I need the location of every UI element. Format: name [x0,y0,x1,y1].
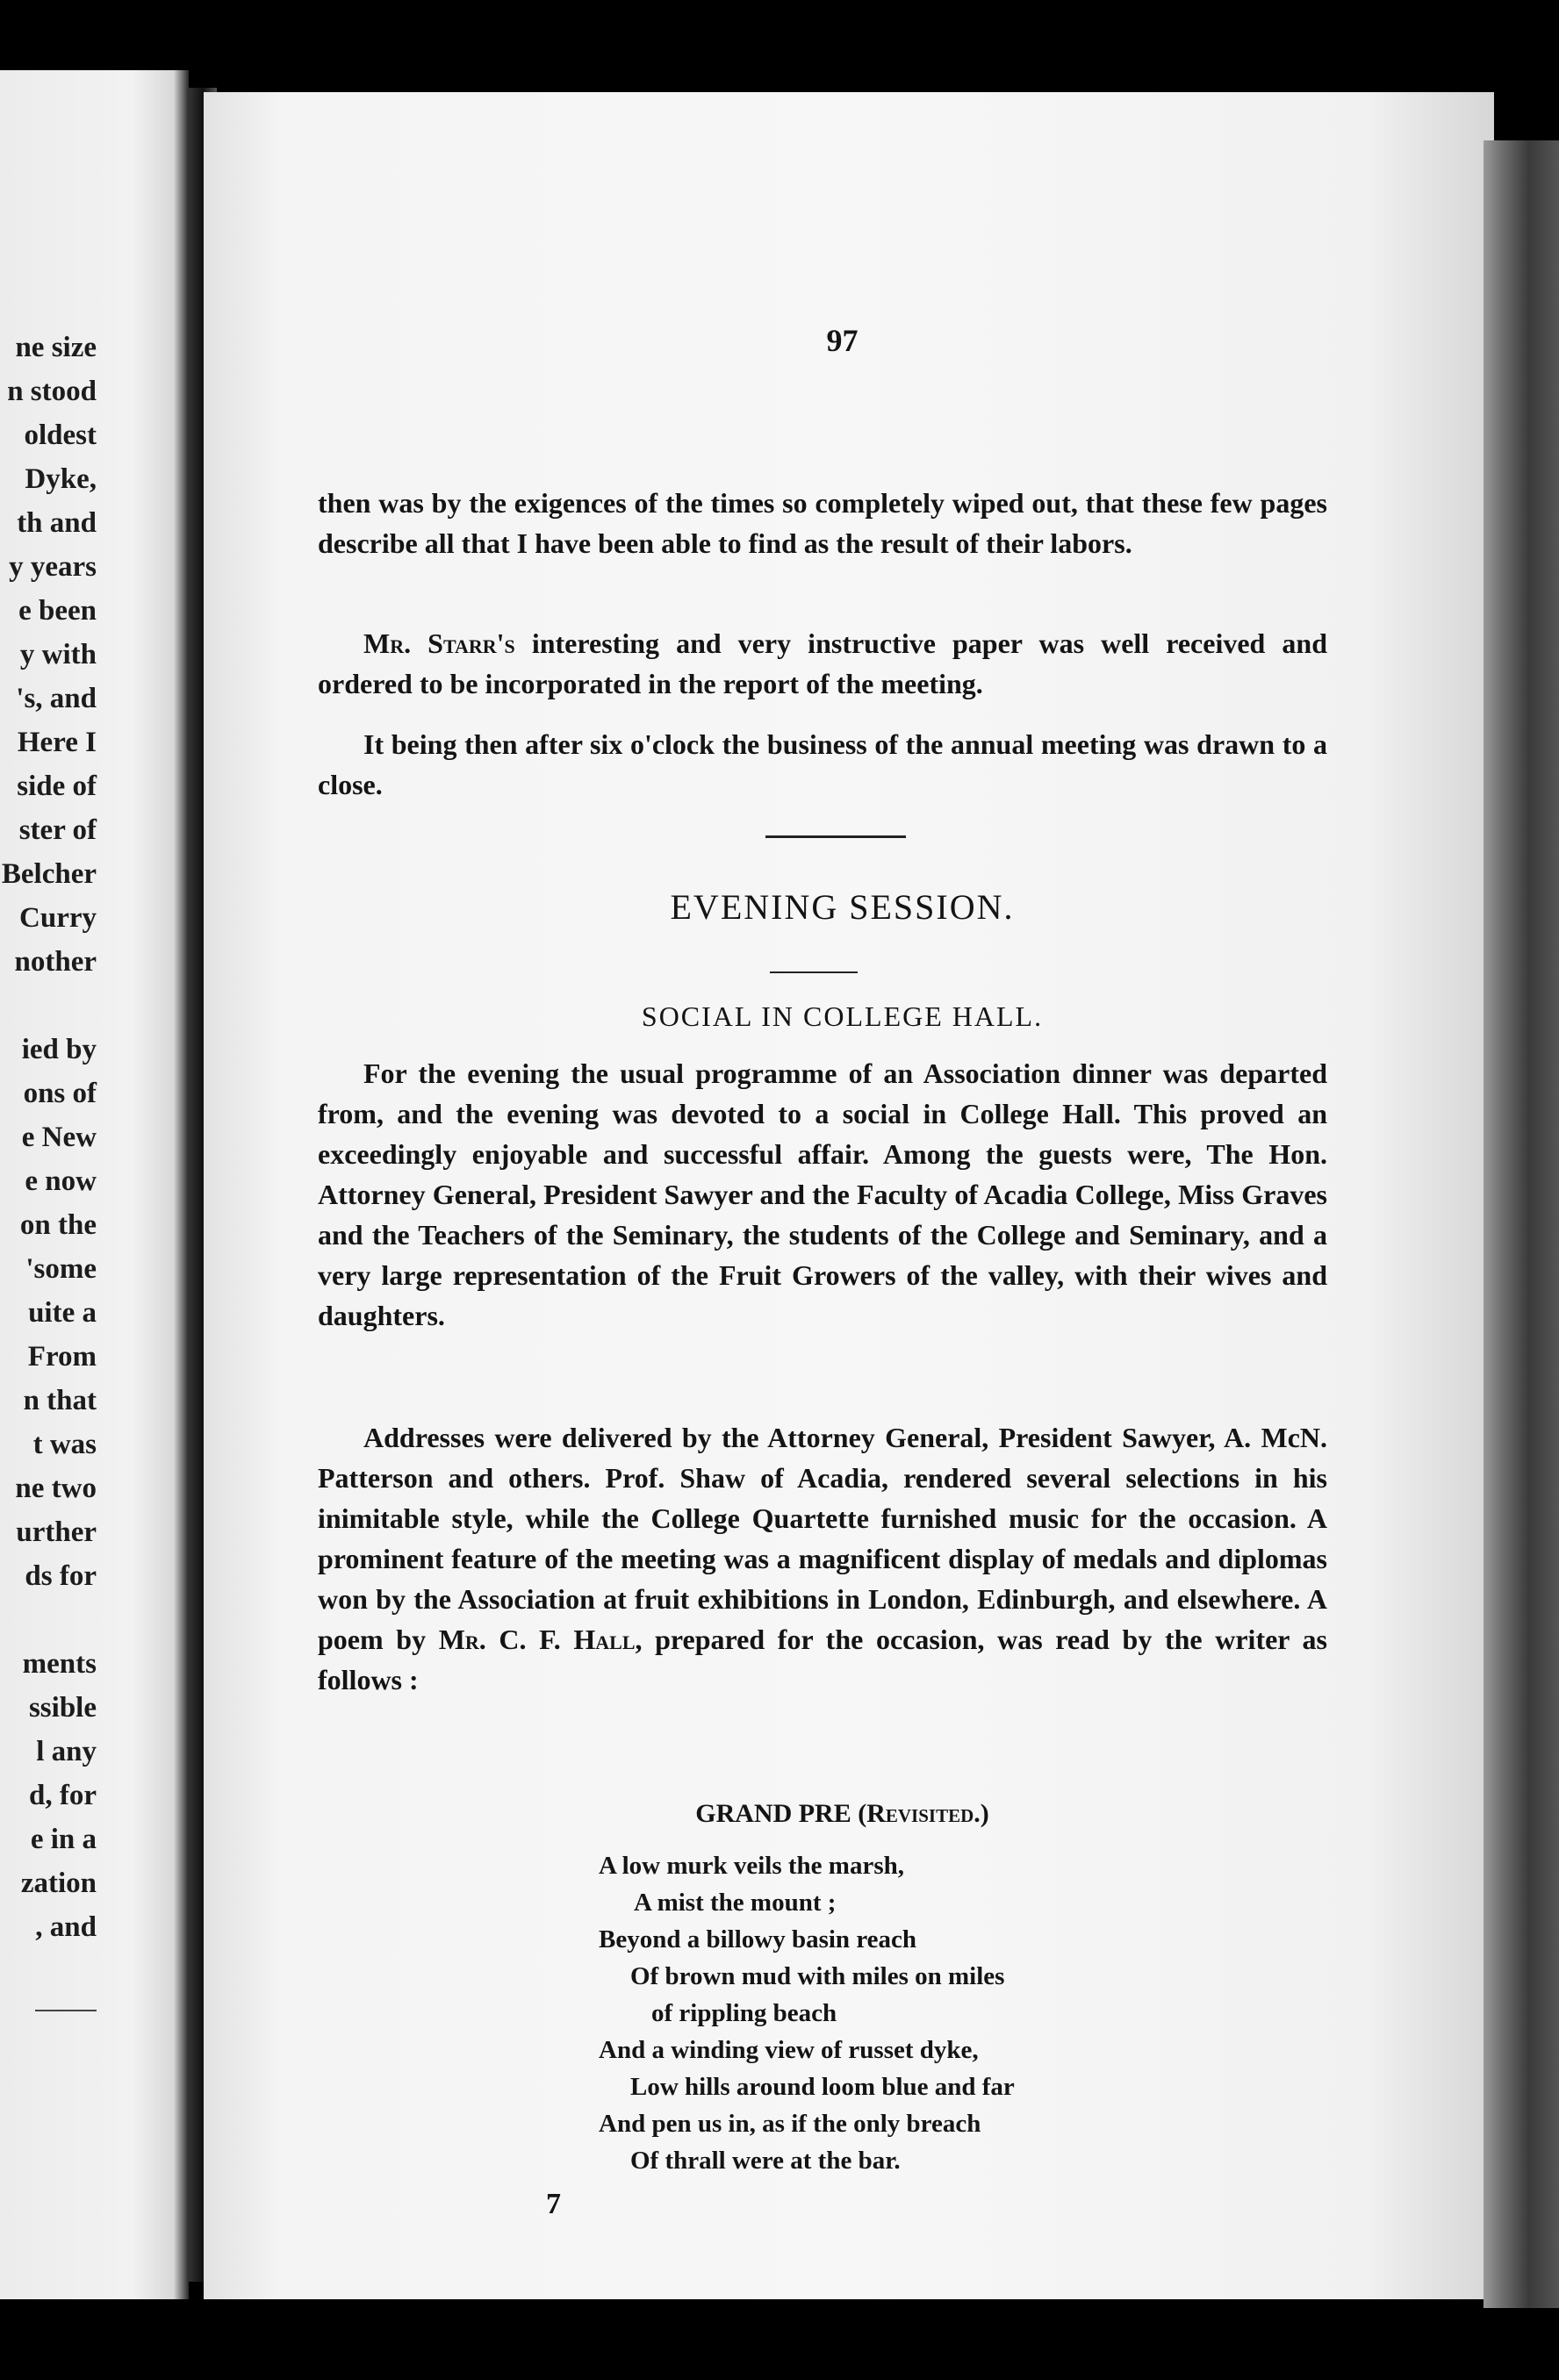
poem-line: And pen us in, as if the only breach [599,2110,981,2138]
poet-name: Mr. C. F. Hall, [438,1624,643,1655]
poem-line: Beyond a billowy basin reach [599,1925,917,1953]
left-page-line: e been [18,595,97,627]
poem-line: of rippling beach [651,1999,837,2027]
poem-line: A mist the mount ; [634,1889,837,1917]
left-page-line: e New [21,1122,97,1153]
page-edge-shadow [1484,140,1559,2308]
signature-mark: 7 [546,2188,561,2220]
left-page-line: uite a [28,1297,97,1329]
speaker-name: Mr. Starr's [363,627,515,659]
left-page-line: n stood [7,376,97,407]
left-page-line: l any [36,1736,97,1767]
left-page-line: 's, and [16,683,97,714]
paragraph-text: interesting and very instructive paper was well received and ordered to be incorporated in the report of the meeting. [318,627,1328,699]
left-page-line: From [27,1341,97,1373]
left-page-line: Curry [19,902,97,934]
left-page-line: ster of [18,814,97,846]
left-page-line: , and [35,1911,97,1943]
poem-body [599,1847,1015,2179]
left-page-line: e in a [30,1824,97,1855]
poem-line: Of brown mud with miles on miles [630,1962,1005,1990]
left-page-line: Belcher [1,858,97,890]
paragraph-close-of-meeting: It being then after six o'clock the business of the annual meeting was drawn to a close. [318,728,1327,800]
left-page-line: ne size [15,332,97,363]
poem-line: Low hills around loom blue and far [630,2073,1015,2101]
left-page-line: y years [9,551,97,583]
left-page-line: ons of [23,1078,97,1109]
previous-page-fragment [0,70,189,2299]
left-page-line: oldest [24,419,97,451]
left-page-line: Dyke, [25,463,97,495]
left-page-line: ssible [28,1692,97,1724]
heading-divider [770,971,858,973]
page-number: 97 [826,323,859,358]
left-page-line: nother [14,946,97,978]
left-page-line: urther [16,1516,97,1548]
heading-evening-session: EVENING SESSION. [670,887,1015,927]
left-page-line: side of [17,771,97,802]
poem-line: And a winding view of russet dyke, [599,2036,979,2064]
poem-title-main: GRAND PRE [695,1799,859,1828]
poem-title-subtitle: (Revisited.) [858,1799,989,1828]
paragraph-starr-paper [318,623,1327,704]
left-page-line: d, for [29,1780,97,1811]
left-page-line: y with [19,639,97,670]
paragraph-addresses [318,1417,1327,1700]
paragraph-text: prepared for the occasion, was read by the writer as follows : [318,1624,1328,1695]
left-page-line: 'some [25,1253,97,1285]
section-divider [765,835,906,838]
left-page-line: ied by [21,1034,97,1065]
left-page-line: zation [20,1867,97,1899]
left-page-line: t was [32,1429,97,1460]
poem-title [318,1799,1367,1829]
left-page-line: ds for [25,1560,97,1592]
left-page-line: ments [22,1648,97,1680]
paragraph-social-description: For the evening the usual programme of an Association dinner was departed from, and the evening was devoted to a social in College Hall. This proved an exceedingly enjoyable and successful affair. Among the guests were, The Hon. Attorney General, President Sawyer and the Faculty of Acadia College, Miss Graves and the Teachers of the Seminary, the students of the College and Seminary, and a very large representation of the Fruit Growers of the valley, with their wives and daughters. [318,1057,1327,1331]
left-page-rule [35,2010,97,2011]
left-page-line: Here I [17,727,97,758]
heading-social: SOCIAL IN COLLEGE HALL. [641,1000,1044,1032]
paragraph-text: Addresses were delivered by the Attorney General, President Sawyer, A. McN. Patterson and others. Prof. Shaw of Acadia, rendered several selections in his inimitable style, while the College Quartette furnished music for the occasion. A prominent feature of the meeting was a magnificent display of medals and diplomas won by the Association at fruit exhibitions in London, Edinburgh, and elsewhere. A poem by [318,1422,1327,1655]
left-page-line: e now [25,1165,97,1197]
left-page-line: on the [19,1209,97,1241]
poem-line: A low murk veils the marsh, [599,1852,904,1880]
poem-line: Of thrall were at the bar. [630,2147,901,2175]
left-page-line: n that [23,1385,97,1416]
left-page-line: th and [17,507,97,539]
paragraph-continuation: then was by the exigences of the times so completely wiped out, that these few pages describe all that I have been able to find as the result of their labors. [318,487,1327,559]
page-97 [204,92,1494,2299]
left-page-line: ne two [15,1473,97,1504]
